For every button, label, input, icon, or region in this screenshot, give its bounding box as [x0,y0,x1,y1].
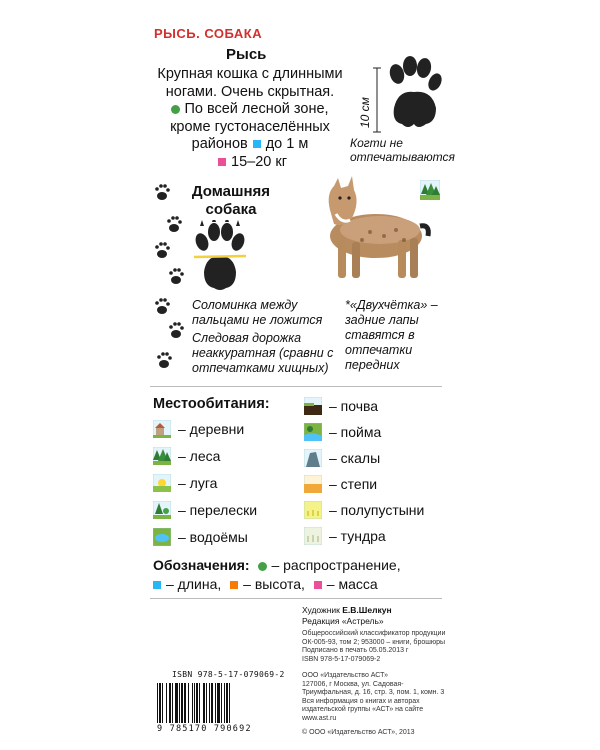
lynx-length: до 1 м [265,136,309,152]
lynx-illustration [300,174,440,286]
length-square-icon [253,140,261,148]
lynx-description: Крупная кошка с длинными ногами. Очень скрытная. [157,66,343,100]
barcode-bar [162,683,163,723]
dog-trail-icon [152,184,186,374]
habitat-village: – деревни [153,418,257,440]
barcode-bar [192,683,193,723]
barcode-bar [203,683,205,723]
barcode-digits: 9 785170 790692 [157,724,252,734]
copyright: © ООО «Издательство АСТ», 2013 [302,729,415,736]
page-header: РЫСЬ. СОБАКА [154,26,263,41]
habitat-meadow: – луга [153,472,257,494]
signed-date: Подписано в печать 05.05.2013 г [302,647,409,654]
barcode-isbn-label: ISBN 978-5-17-079069-2 [172,670,285,679]
barcode-bar [194,683,195,723]
barcode-bar [175,683,178,723]
legend [153,556,443,594]
barcode-bar [184,683,186,723]
height-square-icon [230,581,238,589]
habitat-rocks: – скалы [304,447,424,469]
lynx-mass: 15–20 кг [231,153,287,170]
classifier: Общероссийский классификатор продукции ОК-005-93, том 2; 953000 – книги, брошюры [302,630,446,646]
habitat-semidesert: – полупустыни [304,499,424,521]
info: Вся информация о книгах и авторах издательской группы «АСТ» на сайте www.ast.ru [302,697,424,722]
claws-note: Когти не отпечатываются [350,136,455,164]
barcode-bar [181,683,183,723]
village-icon [153,420,171,438]
legend-distribution: – распространение, [271,557,401,573]
barcode-bar [221,683,222,723]
barcode-bar [226,683,228,723]
barcode-bar [206,683,207,723]
straw-note: Соломинка между пальцами не ложится [192,298,323,327]
copse-icon [153,501,171,519]
imprint-isbn: ISBN 978-5-17-079069-2 [302,655,381,663]
barcode-bar [179,683,180,723]
water-icon [153,528,171,546]
artist-line: Художник Е.В.Шелкун [302,605,392,615]
distribution-dot-icon [171,105,180,114]
rocks-icon [304,449,322,467]
dog-paw-print-icon [192,220,248,294]
barcode-bar [172,683,173,723]
barcode-bar [196,683,198,723]
double-step-note: *«Двухчётка» – задние лапы ставятся в отпечатки передних [345,298,438,372]
habitat-copse: – перелески [153,499,257,521]
forest-icon [153,447,171,465]
barcode-bar [188,683,189,723]
legend-row-1 [153,556,443,575]
lynx-range-row [150,101,350,154]
lynx-title: Рысь [226,46,267,63]
legend-length: – длина, [166,576,222,592]
barcode-bar [229,683,230,723]
barcode-bar [209,683,210,723]
lynx-mass-row [150,154,350,172]
barcode-bar [215,683,216,723]
habitat-water: – водоёмы [153,526,257,548]
habitat-forest: – леса [153,445,257,467]
length-square-icon [153,581,161,589]
habitats-right-list [304,395,424,547]
track-size-label: 10 см [358,97,372,128]
semidesert-icon [304,501,322,519]
section-divider [150,386,442,387]
imprint [302,605,452,738]
habitats-title: Местообитания: [153,396,270,412]
publisher: ООО «Издательство АСТ» [302,672,388,679]
barcode-bar [211,683,213,723]
habitat-tundra: – тундра [304,525,424,547]
legend-height: – высота, [243,576,305,592]
habitat-steppe: – степи [304,473,424,495]
mass-square-icon [218,158,226,166]
barcode-bar [157,683,158,723]
imprint-divider [150,598,442,599]
barcode [155,683,273,725]
lynx-description-block [150,66,350,171]
distribution-dot-icon [258,562,267,571]
habitat-soil: – почва [304,395,424,417]
barcode-bar [199,683,200,723]
floodplain-icon [304,423,322,441]
barcode-bar [159,683,161,723]
lynx-range: По всей лесной зоне, кроме густонаселённых районов [170,101,330,152]
habitats-left-list [153,418,257,548]
habitat-floodplain: – пойма [304,421,424,443]
legend-mass: – масса [326,576,378,592]
legend-row-2 [153,575,443,594]
barcode-bar [217,683,220,723]
mass-square-icon [314,581,322,589]
steppe-icon [304,475,322,493]
barcode-bar [166,683,167,723]
address: 127006, г Москва, ул. Садовая-Триумфальная, д. 16, стр. 3, пом. 1, комн. 3 [302,680,445,696]
track-size-bracket [372,66,382,136]
dog-title: Домашняя собака [191,183,271,218]
lynx-paw-print-icon [384,56,446,134]
legend-title: Обозначения: [153,557,250,573]
tundra-icon [304,527,322,545]
trail-note: Следовая дорожка неаккуратная (сравни с отпечатками хищных) [192,331,334,375]
editor-line: Редакция «Астрель» [302,616,384,626]
soil-icon [304,397,322,415]
barcode-bar [224,683,225,723]
meadow-icon [153,474,171,492]
barcode-bar [169,683,171,723]
